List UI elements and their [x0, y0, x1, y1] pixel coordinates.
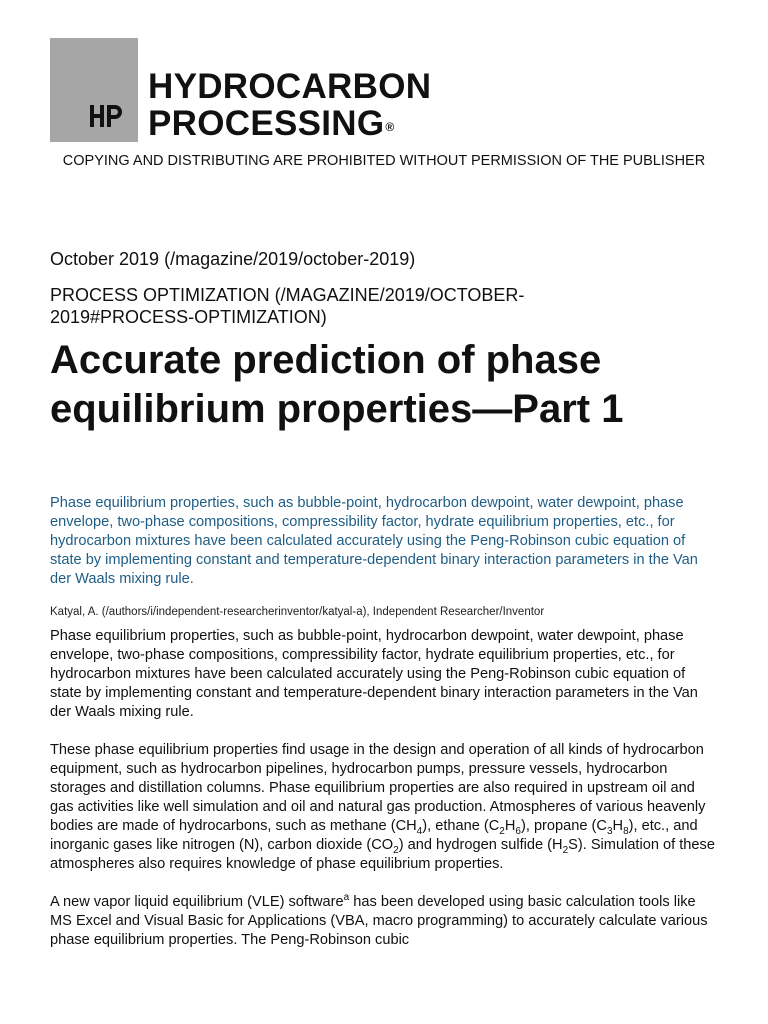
article-title: Accurate prediction of phase equilibrium properties—Part 1	[50, 338, 624, 431]
paragraph-2: These phase equilibrium properties find usage in the design and operation of all kinds of hydrocarbon equipment, such as hydrocarbon pipelines, hydrocarbon pumps, pressure vessels, hydrocarbon storages and distillation columns. Phase equilibrium properties are also required in upstream oil and gas activities like well simulation and oil and natural gas production. Atmospheres of various heavenly bodies are made of hydrocarbons, such as methane $(CH_4)$, ethane $(C_2H_6)$, propane $(C_3H_8)$, etc., and inorganic gases like nitrogen (N), carbon dioxide $(CO_2)$ and hydrogen sulfide $(H_2S)$. Simulation of these atmospheres also requires knowledge of phase equilibrium properties.	[50, 742, 715, 872]
paragraph-3: A new vapor liquid equilibrium (VLE) software$^a$ has been developed using basic calculation tools like MS Excel and Visual Basic for Applications (VBA, macro programming) to accurately calculate various phase equilibrium properties. The Peng-Robinson cubic	[50, 892, 708, 948]
logo-mark	[90, 102, 126, 135]
copyright-notice: COPYING AND DISTRIBUTING ARE PROHIBITED WITHOUT PERMISSION OF THE PUBLISHER	[62, 153, 706, 169]
paragraph-1: Phase equilibrium properties, such as bubble-point, hydrocarbon dewpoint, water dewpoint, phase envelope, two-phase compositions, compressibility factor, hydrate equilibrium properties, etc., for hydrocarbon mixtures have been calculated accurately using the Peng-Robinson cubic equation of state by implementing constant and temperature-dependent binary interaction parameters in the Van der Waals mixing rule.	[50, 628, 698, 720]
publication-logo[interactable]	[148, 68, 431, 142]
logo-line-1: HYDROCARBON	[148, 67, 432, 106]
logo-line-2: PROCESSING®	[148, 104, 395, 143]
article-summary: Phase equilibrium properties, such as bubble-point, hydrocarbon dewpoint, water dewpoint, phase envelope, two-phase compositions, compressibility factor, hydrate equilibrium properties, etc., for hydrocarbon mixtures have been calculated accurately using the Peng-Robinson cubic equation of state by implementing constant and temperature-dependent binary interaction parameters in the Van der Waals mixing rule.	[50, 495, 698, 587]
author-byline[interactable]: Katyal, A. (/authors/i/independent-researcherinventor/katyal-a), Independent Researcher/Inventor	[50, 606, 545, 618]
issue-link[interactable]: October 2019 (/magazine/2019/october-2019)	[50, 249, 416, 269]
category-link[interactable]: PROCESS OPTIMIZATION (/MAGAZINE/2019/OCTOBER-2019#PROCESS-OPTIMIZATION)	[50, 285, 525, 327]
article-body	[50, 627, 720, 969]
hp-logo-icon	[90, 102, 126, 130]
